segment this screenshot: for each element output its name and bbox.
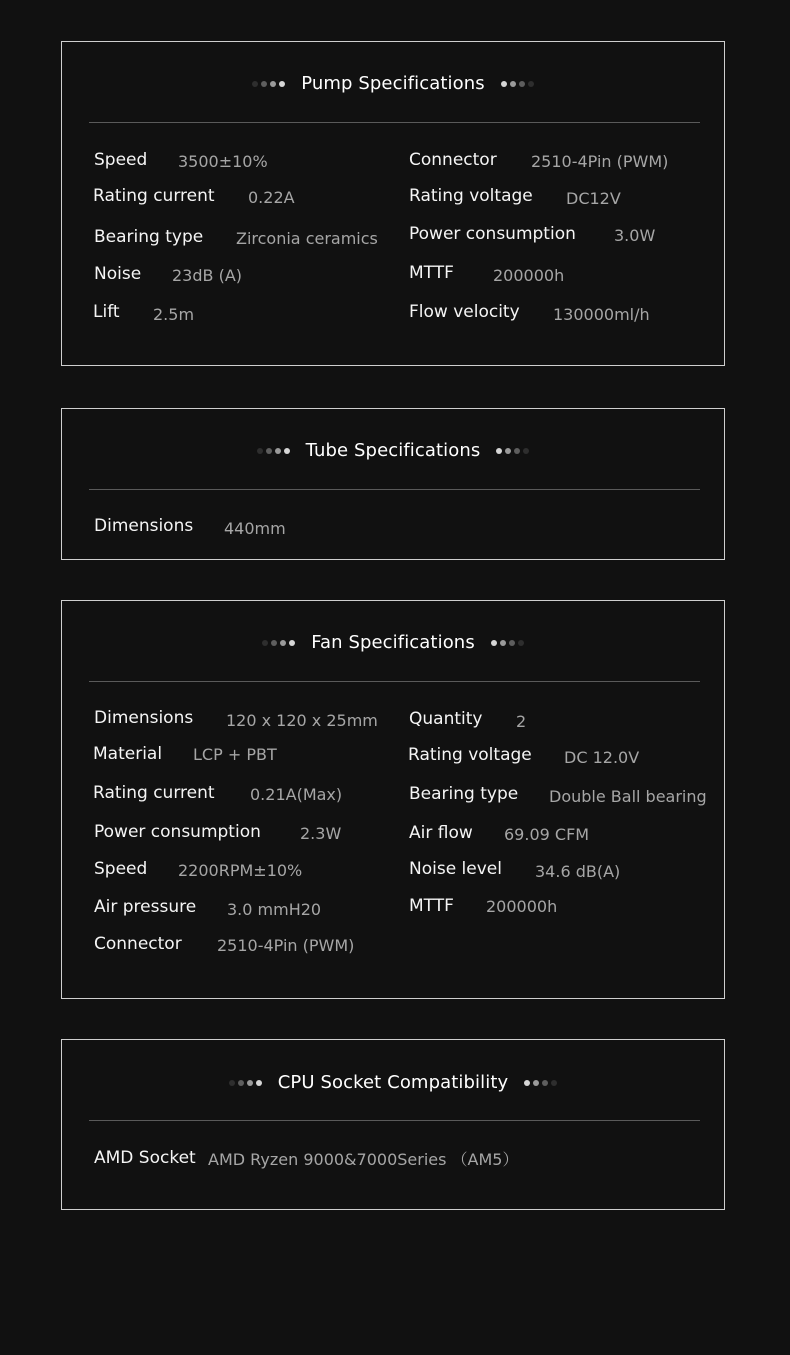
spec-label: Air pressure bbox=[94, 897, 197, 917]
spec-value: 2 bbox=[516, 712, 527, 731]
spec-label: Noise level bbox=[409, 859, 502, 879]
panel-title: Pump Specifications bbox=[301, 73, 485, 94]
pump-specifications-panel bbox=[61, 41, 725, 366]
spec-value: 200000h bbox=[486, 897, 558, 916]
spec-value: 2.3W bbox=[300, 824, 342, 843]
spec-value: DC 12.0V bbox=[564, 748, 640, 767]
decorative-dots-right-icon bbox=[496, 448, 529, 454]
spec-label: Rating current bbox=[93, 186, 215, 206]
decorative-dots-right-icon bbox=[491, 640, 524, 646]
spec-label: Rating current bbox=[93, 783, 215, 803]
spec-label: MTTF bbox=[409, 263, 454, 283]
spec-label: Noise bbox=[94, 264, 142, 284]
decorative-dots-left-icon bbox=[262, 640, 295, 646]
spec-value: DC12V bbox=[566, 189, 621, 208]
spec-label: AMD Socket bbox=[94, 1148, 196, 1168]
spec-label: Connector bbox=[409, 150, 497, 170]
panel-header bbox=[62, 632, 724, 653]
spec-value: 130000ml/h bbox=[553, 305, 650, 324]
fan-specifications-panel bbox=[61, 600, 725, 999]
decorative-dots-right-icon bbox=[524, 1080, 557, 1086]
panel-title: Tube Specifications bbox=[305, 440, 481, 461]
spec-label: Material bbox=[93, 744, 163, 764]
spec-value: 0.21A(Max) bbox=[250, 785, 343, 804]
divider bbox=[89, 1120, 700, 1121]
decorative-dots-left-icon bbox=[257, 448, 290, 454]
spec-value: 2510-4Pin (PWM) bbox=[531, 152, 669, 171]
spec-value: AMD Ryzen 9000&7000Series （AM5） bbox=[208, 1150, 519, 1169]
spec-label: Bearing type bbox=[409, 784, 519, 804]
spec-value: 3.0 mmH20 bbox=[227, 900, 322, 919]
spec-label: Air flow bbox=[409, 823, 473, 843]
spec-value: Zirconia ceramics bbox=[236, 229, 378, 248]
spec-value: 0.22A bbox=[248, 188, 295, 207]
spec-label: Power consumption bbox=[94, 822, 261, 842]
spec-value: 2200RPM±10% bbox=[178, 861, 303, 880]
spec-label: Dimensions bbox=[94, 708, 194, 728]
decorative-dots-left-icon bbox=[252, 81, 285, 87]
spec-label: Speed bbox=[94, 859, 148, 879]
spec-label: Flow velocity bbox=[409, 302, 520, 322]
panel-title: CPU Socket Compatibility bbox=[277, 1072, 509, 1093]
spec-label: Speed bbox=[94, 150, 148, 170]
spec-label: Bearing type bbox=[94, 227, 204, 247]
spec-value: 120 x 120 x 25mm bbox=[226, 711, 378, 730]
spec-label: MTTF bbox=[409, 896, 454, 916]
spec-value: 3500±10% bbox=[178, 152, 268, 171]
spec-value: LCP + PBT bbox=[193, 745, 277, 764]
spec-value: 23dB (A) bbox=[172, 266, 243, 285]
panel-header bbox=[62, 440, 724, 461]
spec-value: 440mm bbox=[224, 519, 286, 538]
spec-value: Double Ball bearing bbox=[549, 787, 707, 806]
spec-label: Rating voltage bbox=[409, 186, 533, 206]
spec-label: Rating voltage bbox=[408, 745, 532, 765]
decorative-dots-left-icon bbox=[229, 1080, 262, 1086]
spec-value: 3.0W bbox=[614, 226, 656, 245]
divider bbox=[89, 681, 700, 682]
spec-label: Quantity bbox=[409, 709, 483, 729]
spec-label: Power consumption bbox=[409, 224, 576, 244]
divider bbox=[89, 122, 700, 123]
spec-value: 69.09 CFM bbox=[504, 825, 590, 844]
panel-header bbox=[62, 1072, 724, 1093]
spec-value: 34.6 dB(A) bbox=[535, 862, 621, 881]
cpu-socket-compatibility-panel bbox=[61, 1039, 725, 1210]
spec-label: Connector bbox=[94, 934, 182, 954]
panel-header bbox=[62, 73, 724, 94]
divider bbox=[89, 489, 700, 490]
spec-label: Lift bbox=[93, 302, 120, 322]
spec-label: Dimensions bbox=[94, 516, 194, 536]
tube-specifications-panel bbox=[61, 408, 725, 560]
panel-title: Fan Specifications bbox=[311, 632, 475, 653]
spec-value: 200000h bbox=[493, 266, 565, 285]
decorative-dots-right-icon bbox=[501, 81, 534, 87]
spec-value: 2510-4Pin (PWM) bbox=[217, 936, 355, 955]
spec-value: 2.5m bbox=[153, 305, 195, 324]
